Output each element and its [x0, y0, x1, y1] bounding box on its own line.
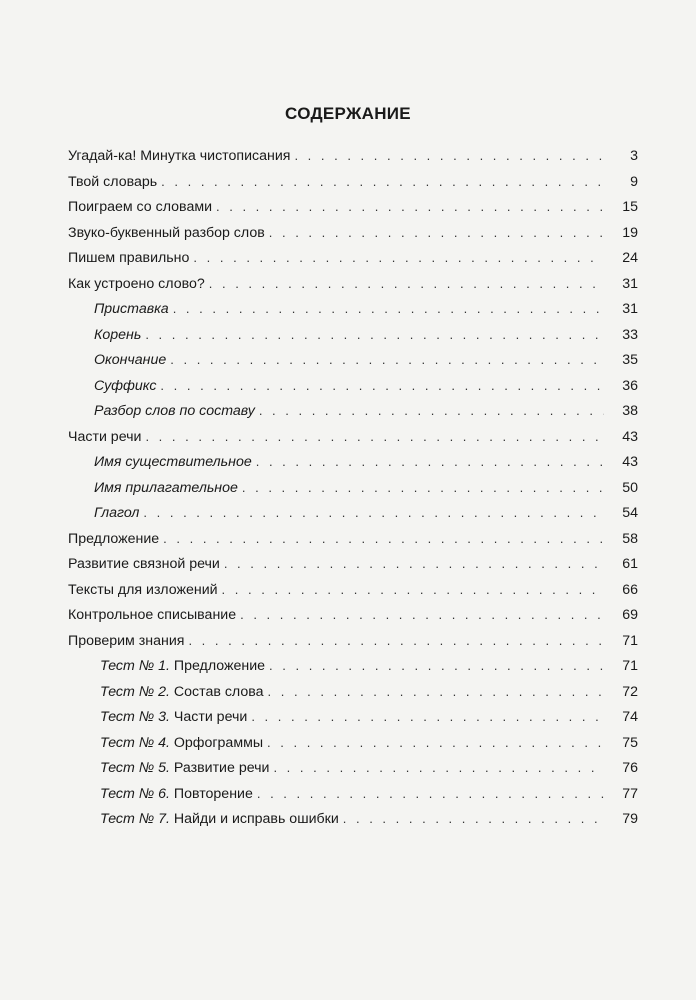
toc-entry [68, 172, 638, 198]
toc-entry-title: Развитие речи [173, 760, 270, 776]
toc-entry-page: 61 [622, 556, 638, 572]
dot-leader [267, 733, 604, 753]
page-title: СОДЕРЖАНИЕ [285, 104, 411, 123]
dot-leader [269, 223, 604, 243]
dot-leader [269, 656, 604, 676]
toc-subentry [68, 452, 638, 478]
toc-entry-page: 76 [622, 760, 638, 776]
toc-entry-page: 66 [622, 581, 638, 598]
toc-entry-title: Развитие связной речи [68, 556, 220, 572]
toc-entry-title: Пишем правильно [68, 250, 190, 266]
toc-entry [68, 146, 638, 172]
toc-entry-page: 43 [622, 454, 638, 470]
test-number: Тест № 5. [100, 760, 170, 776]
toc-entry [68, 223, 638, 249]
toc-entry-title: Предложение [173, 658, 266, 674]
dot-leader [163, 529, 604, 549]
toc-entry [68, 554, 638, 580]
toc-entry [68, 248, 638, 274]
dot-leader [222, 580, 604, 600]
dot-leader [273, 758, 604, 778]
toc-entry [68, 580, 638, 606]
toc-entry-title: Окончание [94, 352, 167, 368]
toc-test-entry [68, 784, 638, 810]
dot-leader [216, 197, 604, 217]
toc-entry-title: Звуко-буквенный разбор слов [68, 224, 265, 241]
toc-entry-page: 9 [630, 173, 638, 190]
toc-entry-page: 54 [622, 505, 638, 521]
toc-entry [68, 529, 638, 555]
toc-entry [68, 274, 638, 300]
toc-entry-title: Имя прилагательное [94, 479, 238, 496]
toc-entry-title: Найди и исправь ошибки [173, 811, 339, 827]
toc-entry-title: Тексты для изложений [68, 581, 218, 598]
dot-leader [170, 350, 604, 370]
test-number: Тест № 7. [100, 811, 170, 827]
dot-leader [240, 605, 604, 625]
toc-entry-page: 36 [622, 377, 638, 394]
toc-entry-title: Проверим знания [68, 632, 185, 649]
toc-entry-page: 58 [622, 530, 638, 547]
toc-test-entry [68, 682, 638, 708]
dot-leader [268, 682, 604, 702]
toc-entry-page: 38 [622, 403, 638, 419]
toc-test-entry [68, 809, 638, 835]
toc-test-entry [68, 733, 638, 759]
toc-entry-page: 74 [622, 709, 638, 725]
test-number: Тест № 3. [100, 709, 170, 725]
dot-leader [251, 707, 604, 727]
toc-entry [68, 605, 638, 631]
toc-test-entry [68, 656, 638, 682]
toc-entry-page: 19 [622, 224, 638, 241]
toc-entry-title: Как устроено слово? [68, 275, 205, 292]
toc-entry-page: 3 [630, 148, 638, 164]
toc-entry-title: Приставка [94, 301, 169, 317]
toc-entry-page: 50 [622, 479, 638, 496]
toc-entry-title: Глагол [94, 505, 140, 521]
dot-leader [161, 172, 604, 192]
toc-entry-page: 71 [622, 658, 638, 674]
toc-entry-title: Имя существительное [94, 454, 252, 470]
toc-entry-title: Контрольное списывание [68, 607, 237, 623]
toc-entry-title: Угадай-ка! Минутка чистописания [68, 148, 291, 164]
toc-subentry [68, 325, 638, 351]
toc-entry-page: 77 [622, 785, 638, 802]
toc-entry-title: Поиграем со словами [68, 199, 213, 215]
toc-entry-title: Повторение [173, 785, 253, 802]
table-of-contents [68, 146, 638, 835]
toc-entry-page: 35 [622, 352, 638, 368]
dot-leader [257, 784, 604, 804]
dot-leader [145, 427, 604, 447]
toc-entry-page: 33 [622, 326, 638, 343]
test-number: Тест № 1. [100, 658, 170, 674]
dot-leader [143, 503, 604, 523]
toc-entry-page: 31 [622, 275, 638, 292]
toc-entry-page: 71 [622, 632, 638, 649]
toc-entry-page: 15 [622, 199, 638, 215]
toc-entry-title: Суффикс [94, 377, 157, 394]
dot-leader [193, 248, 604, 268]
toc-entry-title: Предложение [68, 530, 160, 547]
dot-leader [145, 325, 604, 345]
toc-entry-page: 31 [622, 301, 638, 317]
toc-entry-title: Корень [94, 326, 142, 343]
toc-entry-title: Части речи [68, 428, 142, 445]
toc-entry-page: 69 [622, 607, 638, 623]
toc-subentry [68, 478, 638, 504]
dot-leader [173, 299, 604, 319]
toc-subentry [68, 401, 638, 427]
toc-entry-title: Разбор слов по составу [94, 403, 255, 419]
toc-entry [68, 631, 638, 657]
dot-leader [294, 146, 604, 166]
toc-subentry [68, 350, 638, 376]
dot-leader [209, 274, 604, 294]
toc-test-entry [68, 758, 638, 784]
toc-entry-page: 43 [622, 428, 638, 445]
toc-entry-page: 24 [622, 250, 638, 266]
toc-entry-page: 72 [622, 683, 638, 700]
toc-entry-page: 79 [622, 811, 638, 827]
dot-leader [343, 809, 604, 829]
toc-subentry [68, 503, 638, 529]
toc-entry-title: Состав слова [173, 683, 264, 700]
test-number: Тест № 2. [100, 683, 170, 700]
toc-entry-title: Части речи [173, 709, 248, 725]
toc-entry-title: Твой словарь [68, 173, 158, 190]
test-number: Тест № 6. [100, 785, 170, 802]
toc-subentry [68, 376, 638, 402]
toc-subentry [68, 299, 638, 325]
test-number: Тест № 4. [100, 734, 170, 751]
dot-leader [160, 376, 604, 396]
toc-entry [68, 427, 638, 453]
toc-entry-page: 75 [622, 734, 638, 751]
toc-entry-title: Орфограммы [173, 734, 264, 751]
dot-leader [188, 631, 604, 651]
dot-leader [224, 554, 604, 574]
dot-leader [242, 478, 604, 498]
toc-entry [68, 197, 638, 223]
toc-test-entry [68, 707, 638, 733]
dot-leader [256, 452, 604, 472]
dot-leader [259, 401, 604, 421]
